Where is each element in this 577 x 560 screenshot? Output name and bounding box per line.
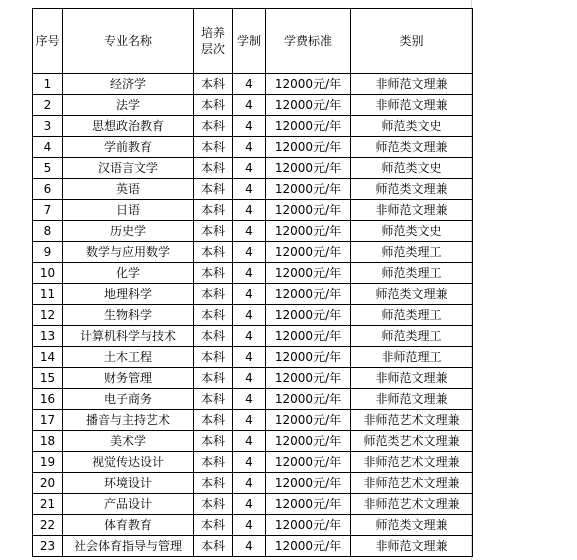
cell-name[interactable]: 土木工程 — [63, 347, 194, 368]
cell-years[interactable]: 4 — [233, 494, 266, 515]
cell-level[interactable]: 本科 — [194, 368, 233, 389]
cell-level[interactable]: 本科 — [194, 200, 233, 221]
table-row — [33, 284, 473, 305]
header-fee[interactable]: 学费标准 — [266, 9, 351, 74]
header-level[interactable] — [194, 9, 233, 74]
cell-years[interactable]: 4 — [233, 137, 266, 158]
cell-years[interactable]: 4 — [233, 158, 266, 179]
cell-no[interactable]: 19 — [33, 452, 63, 473]
cell-years[interactable]: 4 — [233, 473, 266, 494]
cell-no[interactable]: 12 — [33, 305, 63, 326]
cell-years[interactable]: 4 — [233, 389, 266, 410]
cell-category[interactable]: 非师范文理兼 — [351, 389, 473, 410]
header-name[interactable]: 专业名称 — [63, 9, 194, 74]
cell-level[interactable]: 本科 — [194, 473, 233, 494]
cell-name[interactable]: 计算机科学与技术 — [63, 326, 194, 347]
table-row — [33, 74, 473, 95]
cell-no[interactable]: 23 — [33, 536, 63, 557]
cell-no[interactable]: 15 — [33, 368, 63, 389]
cell-category[interactable]: 师范类文史 — [351, 116, 473, 137]
cell-category[interactable]: 师范类文理兼 — [351, 179, 473, 200]
cell-level[interactable]: 本科 — [194, 263, 233, 284]
cell-no[interactable]: 14 — [33, 347, 63, 368]
cell-category[interactable]: 非师范艺术文理兼 — [351, 452, 473, 473]
cell-category[interactable]: 师范类文理兼 — [351, 284, 473, 305]
cell-level[interactable]: 本科 — [194, 494, 233, 515]
cell-category[interactable]: 师范类理工 — [351, 326, 473, 347]
cell-years[interactable]: 4 — [233, 347, 266, 368]
cell-fee[interactable]: 12000元/年 — [266, 284, 351, 305]
cell-category[interactable]: 非师范文理兼 — [351, 536, 473, 557]
table-row — [33, 410, 473, 431]
table-row — [33, 221, 473, 242]
cell-fee[interactable]: 12000元/年 — [266, 536, 351, 557]
cell-name[interactable]: 产品设计 — [63, 494, 194, 515]
cell-no[interactable]: 17 — [33, 410, 63, 431]
cell-no[interactable]: 8 — [33, 221, 63, 242]
cell-name[interactable]: 历史学 — [63, 221, 194, 242]
cell-years[interactable]: 4 — [233, 95, 266, 116]
cell-name[interactable]: 环境设计 — [63, 473, 194, 494]
cell-level[interactable]: 本科 — [194, 326, 233, 347]
cell-level[interactable]: 本科 — [194, 242, 233, 263]
table-row — [33, 452, 473, 473]
cell-years[interactable]: 4 — [233, 368, 266, 389]
cell-no[interactable]: 1 — [33, 74, 63, 95]
cell-category[interactable]: 师范类文理兼 — [351, 515, 473, 536]
cell-no[interactable]: 9 — [33, 242, 63, 263]
cell-no[interactable]: 16 — [33, 389, 63, 410]
cell-years[interactable]: 4 — [233, 410, 266, 431]
cell-years[interactable]: 4 — [233, 179, 266, 200]
table-row — [33, 305, 473, 326]
cell-fee[interactable]: 12000元/年 — [266, 95, 351, 116]
cell-level[interactable]: 本科 — [194, 179, 233, 200]
cell-fee[interactable]: 12000元/年 — [266, 74, 351, 95]
cell-category[interactable]: 非师范文理兼 — [351, 74, 473, 95]
table-row — [33, 116, 473, 137]
cell-fee[interactable]: 12000元/年 — [266, 263, 351, 284]
cell-name[interactable]: 财务管理 — [63, 368, 194, 389]
cell-years[interactable]: 4 — [233, 515, 266, 536]
cell-fee[interactable]: 12000元/年 — [266, 410, 351, 431]
cell-years[interactable]: 4 — [233, 200, 266, 221]
cell-name[interactable]: 数学与应用数学 — [63, 242, 194, 263]
table-body — [33, 74, 473, 557]
cell-level[interactable]: 本科 — [194, 389, 233, 410]
table-row — [33, 515, 473, 536]
cell-name[interactable]: 思想政治教育 — [63, 116, 194, 137]
cell-years[interactable]: 4 — [233, 452, 266, 473]
cell-no[interactable]: 4 — [33, 137, 63, 158]
table-row — [33, 158, 473, 179]
cell-name[interactable]: 生物科学 — [63, 305, 194, 326]
cell-fee[interactable]: 12000元/年 — [266, 389, 351, 410]
cell-no[interactable]: 3 — [33, 116, 63, 137]
cell-years[interactable]: 4 — [233, 431, 266, 452]
cell-fee[interactable]: 12000元/年 — [266, 242, 351, 263]
cell-level[interactable]: 本科 — [194, 137, 233, 158]
cell-name[interactable]: 电子商务 — [63, 389, 194, 410]
cell-years[interactable]: 4 — [233, 116, 266, 137]
cell-no[interactable]: 22 — [33, 515, 63, 536]
cell-no[interactable]: 18 — [33, 431, 63, 452]
table-row — [33, 95, 473, 116]
table-row — [33, 263, 473, 284]
cell-name[interactable]: 社会体育指导与管理 — [63, 536, 194, 557]
cell-category[interactable]: 师范类文史 — [351, 158, 473, 179]
cell-fee[interactable]: 12000元/年 — [266, 116, 351, 137]
cell-category[interactable]: 师范类文理兼 — [351, 137, 473, 158]
cell-category[interactable]: 非师范艺术文理兼 — [351, 494, 473, 515]
cell-category[interactable]: 师范类文史 — [351, 221, 473, 242]
cell-level[interactable]: 本科 — [194, 347, 233, 368]
cell-category[interactable]: 非师范艺术文理兼 — [351, 473, 473, 494]
cell-years[interactable]: 4 — [233, 284, 266, 305]
table-row — [33, 326, 473, 347]
cell-name[interactable]: 法学 — [63, 95, 194, 116]
cell-level[interactable]: 本科 — [194, 536, 233, 557]
cell-fee[interactable]: 12000元/年 — [266, 326, 351, 347]
cell-category[interactable]: 师范类理工 — [351, 242, 473, 263]
cell-no[interactable]: 7 — [33, 200, 63, 221]
table-row — [33, 179, 473, 200]
cell-name[interactable]: 汉语言文学 — [63, 158, 194, 179]
cell-fee[interactable]: 12000元/年 — [266, 368, 351, 389]
table-row — [33, 368, 473, 389]
cell-no[interactable]: 20 — [33, 473, 63, 494]
cell-level[interactable]: 本科 — [194, 452, 233, 473]
table-row — [33, 536, 473, 557]
cell-level[interactable]: 本科 — [194, 95, 233, 116]
cell-category[interactable]: 非师范文理兼 — [351, 95, 473, 116]
cell-category[interactable]: 非师范艺术文理兼 — [351, 410, 473, 431]
cell-no[interactable]: 10 — [33, 263, 63, 284]
header-category[interactable]: 类别 — [351, 9, 473, 74]
table-row — [33, 473, 473, 494]
cell-name[interactable]: 经济学 — [63, 74, 194, 95]
cell-fee[interactable]: 12000元/年 — [266, 494, 351, 515]
cell-years[interactable]: 4 — [233, 326, 266, 347]
cell-fee[interactable]: 12000元/年 — [266, 473, 351, 494]
cell-fee[interactable]: 12000元/年 — [266, 200, 351, 221]
cell-no[interactable]: 11 — [33, 284, 63, 305]
cell-name[interactable]: 视觉传达设计 — [63, 452, 194, 473]
cell-level[interactable]: 本科 — [194, 284, 233, 305]
cell-name[interactable]: 英语 — [63, 179, 194, 200]
cell-fee[interactable]: 12000元/年 — [266, 305, 351, 326]
cell-name[interactable]: 日语 — [63, 200, 194, 221]
cell-level[interactable]: 本科 — [194, 305, 233, 326]
cell-no[interactable]: 6 — [33, 179, 63, 200]
cell-years[interactable]: 4 — [233, 536, 266, 557]
cell-category[interactable]: 师范类理工 — [351, 263, 473, 284]
cell-no[interactable]: 21 — [33, 494, 63, 515]
cell-fee[interactable]: 12000元/年 — [266, 515, 351, 536]
cell-fee[interactable]: 12000元/年 — [266, 221, 351, 242]
cell-no[interactable]: 2 — [33, 95, 63, 116]
cell-category[interactable]: 师范类理工 — [351, 305, 473, 326]
cell-fee[interactable]: 12000元/年 — [266, 179, 351, 200]
cell-years[interactable]: 4 — [233, 305, 266, 326]
cell-level[interactable]: 本科 — [194, 410, 233, 431]
cell-level[interactable]: 本科 — [194, 116, 233, 137]
cell-level[interactable]: 本科 — [194, 158, 233, 179]
table-row — [33, 200, 473, 221]
cell-level[interactable]: 本科 — [194, 515, 233, 536]
cell-fee[interactable]: 12000元/年 — [266, 347, 351, 368]
cell-fee[interactable]: 12000元/年 — [266, 158, 351, 179]
cell-years[interactable]: 4 — [233, 74, 266, 95]
cell-category[interactable]: 非师范理工 — [351, 347, 473, 368]
cell-years[interactable]: 4 — [233, 221, 266, 242]
cell-no[interactable]: 5 — [33, 158, 63, 179]
header-no[interactable]: 序号 — [33, 9, 63, 74]
cell-name[interactable]: 化学 — [63, 263, 194, 284]
header-row — [33, 9, 473, 74]
cell-name[interactable]: 体育教育 — [63, 515, 194, 536]
header-years[interactable]: 学制 — [233, 9, 266, 74]
cell-fee[interactable]: 12000元/年 — [266, 137, 351, 158]
cell-years[interactable]: 4 — [233, 263, 266, 284]
cell-category[interactable]: 非师范文理兼 — [351, 200, 473, 221]
table-row — [33, 389, 473, 410]
header-level-text: 培养 层次 — [200, 26, 225, 56]
table-row — [33, 242, 473, 263]
cell-fee[interactable]: 12000元/年 — [266, 431, 351, 452]
cell-level[interactable]: 本科 — [194, 221, 233, 242]
cell-category[interactable]: 师范类艺术文理兼 — [351, 431, 473, 452]
cell-level[interactable]: 本科 — [194, 431, 233, 452]
cell-name[interactable]: 播音与主持艺术 — [63, 410, 194, 431]
cell-name[interactable]: 美术学 — [63, 431, 194, 452]
cell-years[interactable]: 4 — [233, 242, 266, 263]
cell-level[interactable]: 本科 — [194, 74, 233, 95]
cell-name[interactable]: 学前教育 — [63, 137, 194, 158]
table-row — [33, 347, 473, 368]
tuition-table — [32, 8, 473, 557]
table-row — [33, 494, 473, 515]
table-row — [33, 137, 473, 158]
table-row — [33, 431, 473, 452]
cell-category[interactable]: 非师范文理兼 — [351, 368, 473, 389]
cell-no[interactable]: 13 — [33, 326, 63, 347]
cell-fee[interactable]: 12000元/年 — [266, 452, 351, 473]
cell-name[interactable]: 地理科学 — [63, 284, 194, 305]
